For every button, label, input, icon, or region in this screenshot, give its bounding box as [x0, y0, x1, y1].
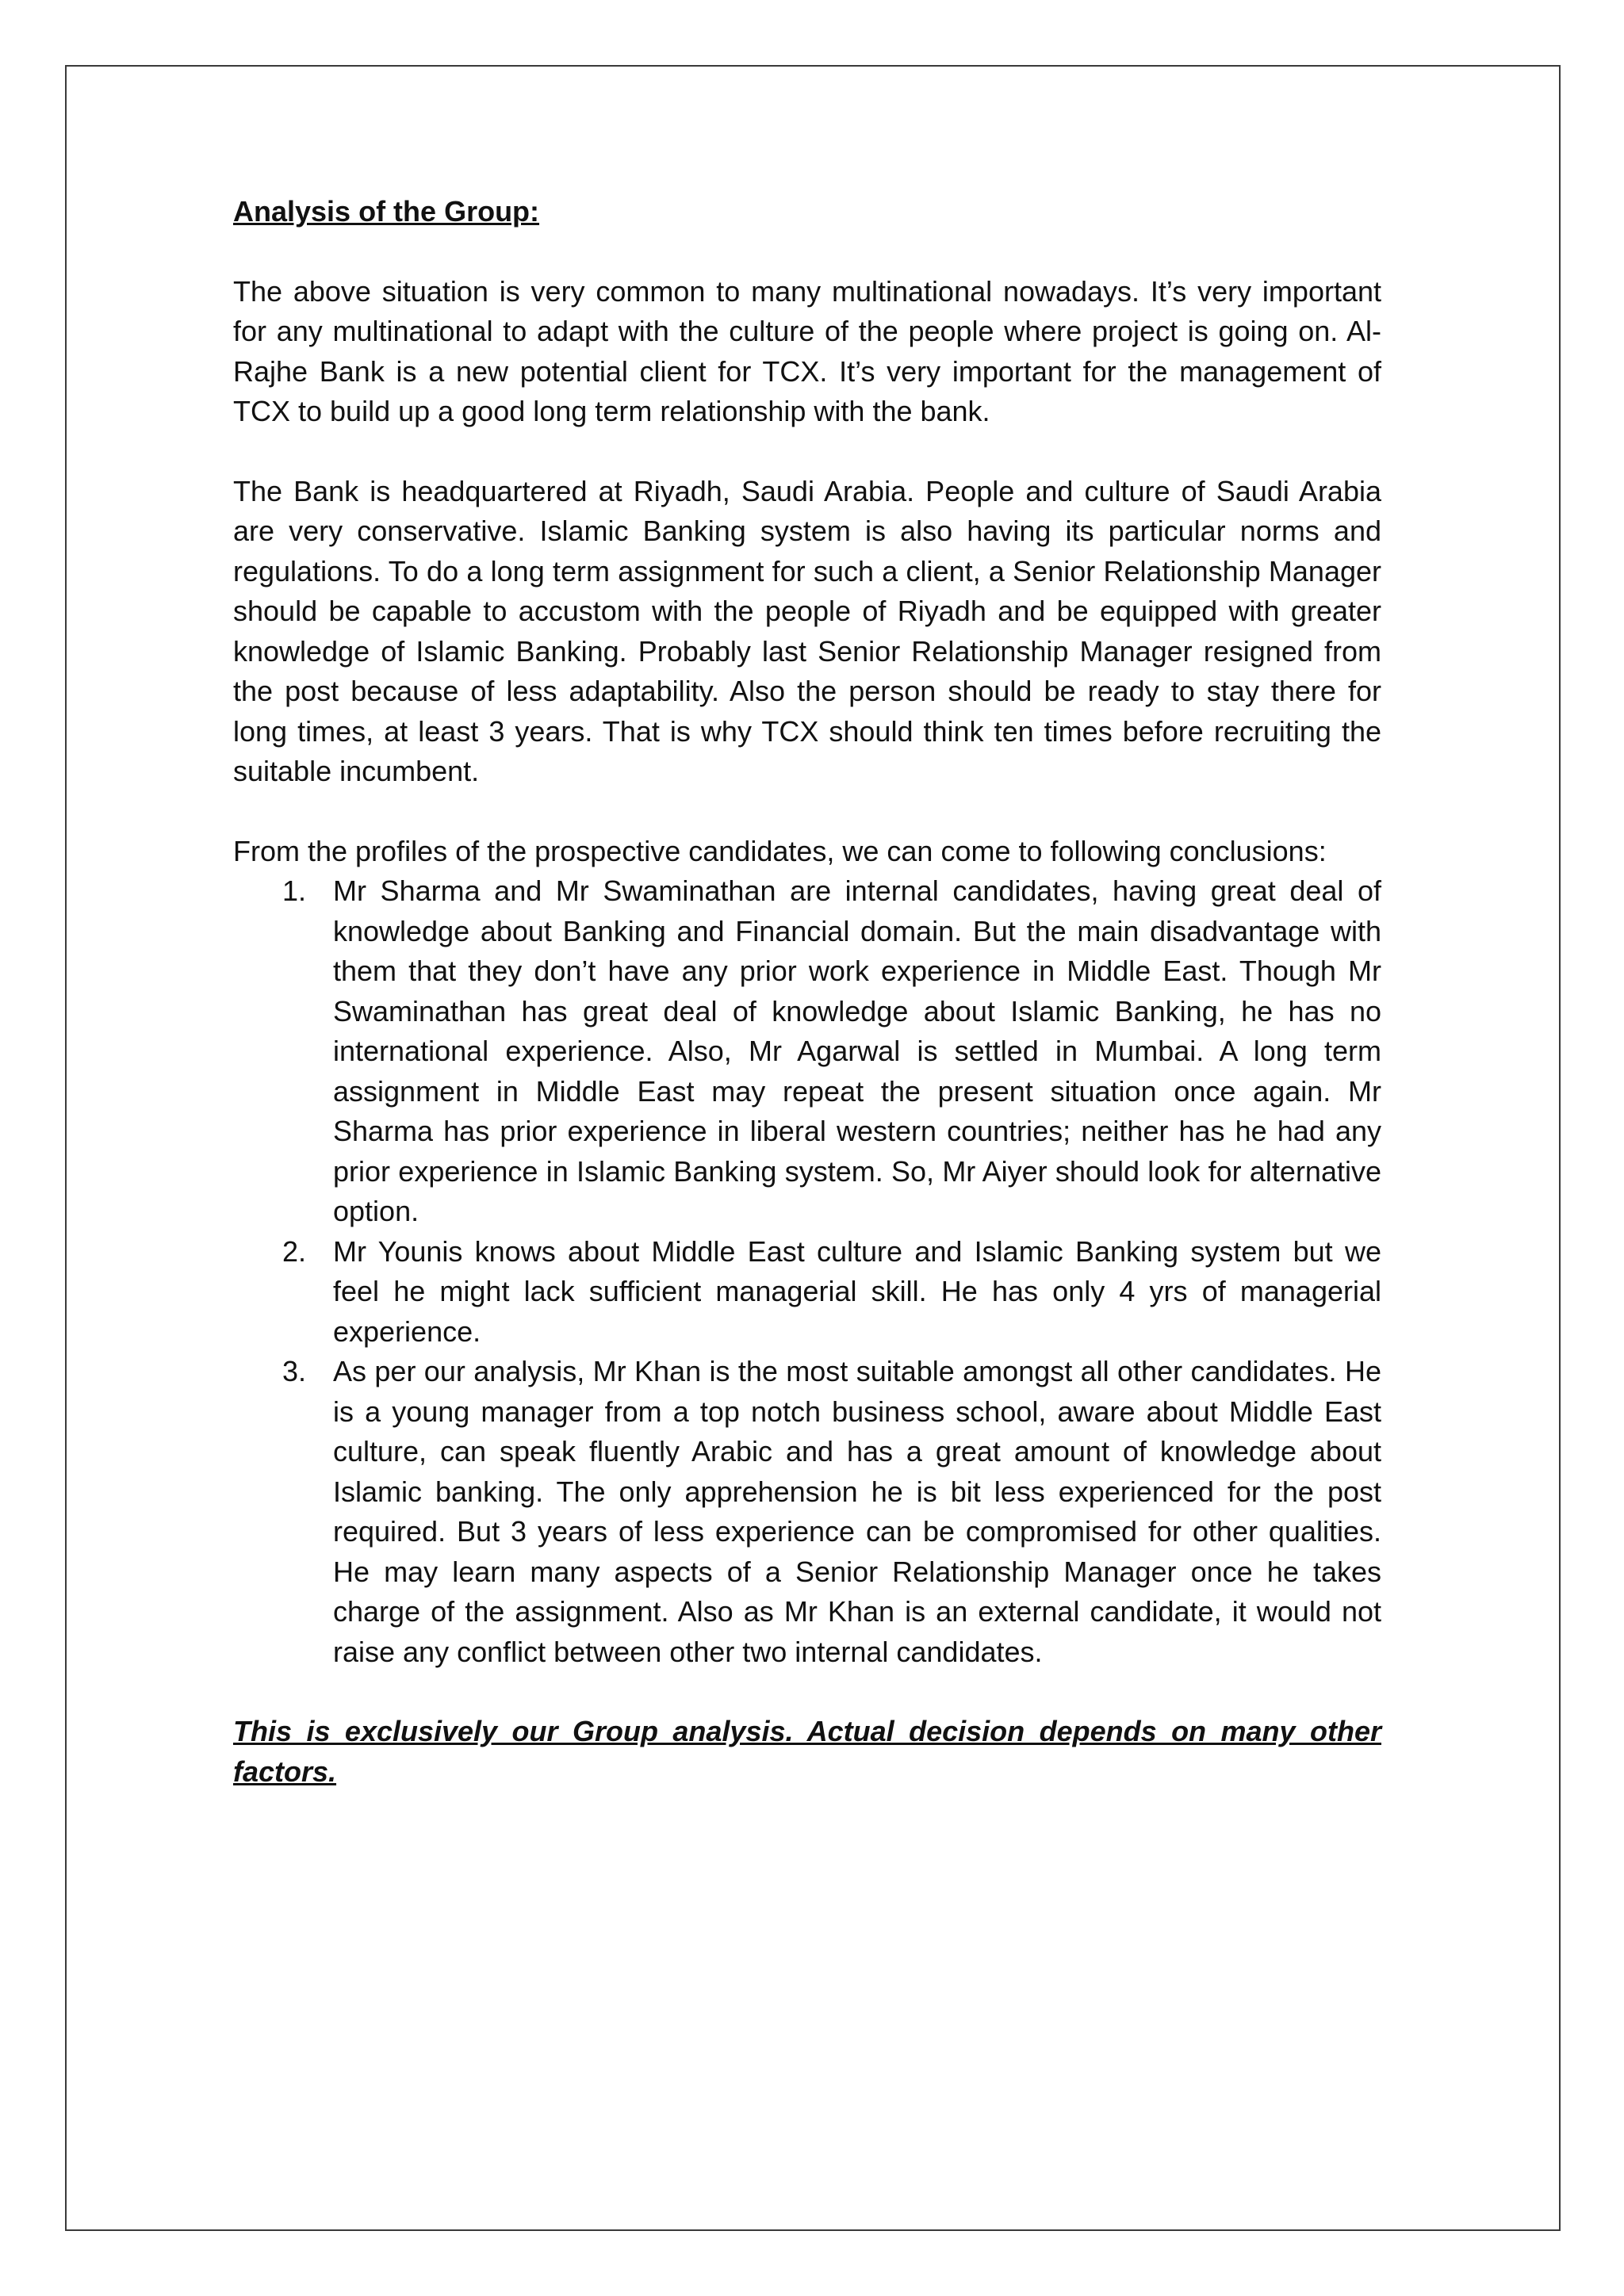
disclaimer-note: This is exclusively our Group analysis. Actual decision depends on many other factors. [233, 1715, 1381, 1788]
conclusion-item [233, 1232, 1381, 1353]
conclusions-list [233, 871, 1381, 1672]
conclusion-item [233, 1352, 1381, 1672]
list-item-number: 2. [282, 1234, 307, 1268]
list-item-number: 1. [282, 874, 307, 907]
document-body [233, 192, 1381, 1792]
intro-paragraph: The above situation is very common to many multinational nowadays. It’s very important for any multinational to adapt with the culture of the people where project is going on. Al-Rajhe Bank is a new potential client for TCX. It’s very important for the management of TCX to build up a good long term relationship with the bank. [233, 274, 1381, 427]
conclusion-item [233, 871, 1381, 1232]
list-item-text: Mr Younis knows about Middle East culture and Islamic Banking system but we feel he might lack sufficient managerial skill. He has only 4 yrs of managerial experience. [333, 1234, 1381, 1348]
context-paragraph: The Bank is headquartered at Riyadh, Saudi Arabia. People and culture of Saudi Arabia are very conservative. Islamic Banking system is also having its particular norms and regulations. To do a long term assignment for such a client, a Senior Relationship Manager should be capable to accustom with the people of Riyadh and be equipped with greater knowledge of Islamic Banking. Probably last Senior Relationship Manager resigned from the post because of less adaptability. Also the person should be ready to stay there for long times, at least 3 years. That is why TCX should think ten times before recruiting the suitable incumbent. [233, 474, 1381, 787]
list-item-text: Mr Sharma and Mr Swaminathan are internal candidates, having great deal of knowledge about Banking and Financial domain. But the main disadvantage with them that they don’t have any prior work experience in Middle East. Though Mr Swaminathan has great deal of knowledge about Islamic Banking, he has no international experience. Also, Mr Agarwal is settled in Mumbai. A long term assignment in Middle East may repeat the present situation once again. Mr Sharma has prior experience in liberal western countries; neither has he had any prior experience in Islamic Banking system. So, Mr Aiyer should look for alternative option. [333, 874, 1381, 1227]
list-item-text: As per our analysis, Mr Khan is the most suitable amongst all other candidates. He is a young manager from a top notch business school, aware about Middle East culture, can speak fluently Arabic and has a great amount of knowledge about Islamic banking. The only apprehension he is bit less experienced for the post required. But 3 years of less experience can be compromised for other qualities. He may learn many aspects of a Senior Relationship Manager once he takes charge of the assignment. Also as Mr Khan is an external candidate, it would not raise any conflict between other two internal candidates. [333, 1355, 1381, 1668]
section-heading: Analysis of the Group: [233, 195, 540, 228]
conclusions-intro-paragraph: From the profiles of the prospective candidates, we can come to following conclusions: [233, 834, 1327, 867]
list-item-number: 3. [282, 1355, 307, 1387]
